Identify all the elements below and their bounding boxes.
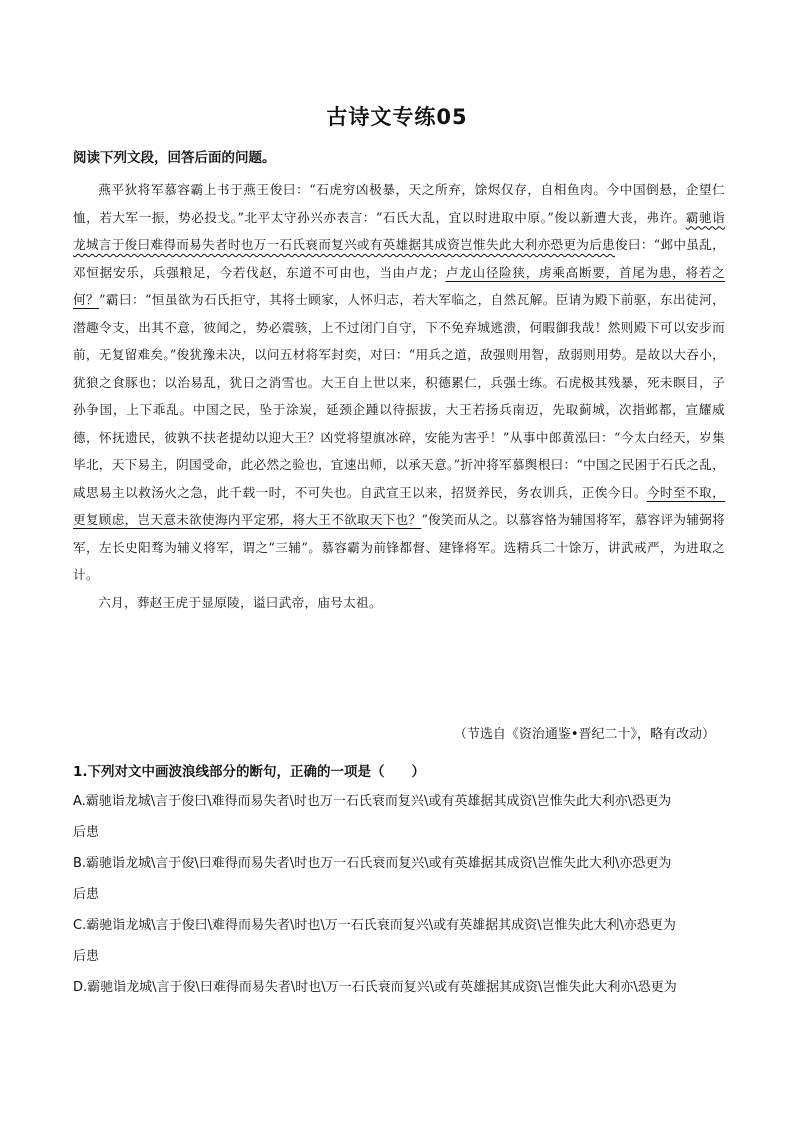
passage-text: 俊曰：“邺中虽乱，邓恒据安乐，兵强粮足，今若伐赵，东道不可由也，当由卢龙； bbox=[73, 237, 725, 280]
underlined-sentence: 卢龙山径险狭，虏乘高断要，首尾为患，将若之何？ bbox=[73, 264, 725, 307]
option-text: B.霸驰诣龙城\言于俊\曰难得而易失者\时也万一石氏衰而复兴\或有英雄据其成资\岂惟失此大利\亦恐更为 bbox=[73, 856, 672, 871]
option-text: D.霸驰诣龙城\言于俊\曰难得而易失者\时也\万一石氏衰而复兴\或有英雄据其成资\岂惟失此大利亦\恐更为 bbox=[73, 980, 677, 995]
option-text-continued: 后患 bbox=[73, 825, 100, 840]
option-b bbox=[73, 854, 725, 905]
option-text: C.霸驰诣龙城\言于俊曰\难得而易失者\时也\万一石氏衰而复兴\或有英雄据其成资\岂惟失此大利\亦恐更为 bbox=[73, 918, 676, 933]
option-a bbox=[73, 792, 725, 843]
passage-text: ”霸曰：“恒虽欲为石氏拒守，其将士顾家，人怀归志，若大军临之，自然瓦解。臣请为殿下前驱，东出徒河，潜趣令支，出其不意，彼闻之，势必震骇，上不过闭门自守，下不免弃城逃溃，何暇御我哉！然则殿下可以安步而前，无复留难矣。”俊犹豫未决，以问五材将军封奕，对曰：“用兵之道，敌强则用智，敌弱则用势。是故以大吞小，犹狼之食豚也；以治易乱，犹日之消雪也。大王自上世以来，积德累仁，兵强士练。石虎极其残暴，死未瞑目，子孙争国，上下乖乱。中国之民，坠于涂炭，延颈企踵以待振拔，大王若扬兵南迈，先取蓟城，次指邺都，宣耀威德，怀抚遗民，彼孰不扶老提幼以迎大王？凶党将望旗冰碎，安能为害乎！”从事中郎黄泓曰：“今太白经天，岁集毕北，天下易主，阴国受命，此必然之验也，宜速出师，以承天意。”折冲将军慕舆根曰：“中国之民困于石氏之乱，咸思易主以救汤火之急，此千载一时，不可失也。自武宣王以来，招贤养民，务农训兵，正俟今日。 bbox=[73, 292, 725, 500]
classical-passage bbox=[73, 176, 725, 616]
underlined-sentence: 今时至不取，更复顾虑，岂天意未欲使海内平定邪，将大王不欲取天下也？ bbox=[73, 484, 725, 527]
passage-paragraph-2: 六月，葬赵王虎于显原陵，谥曰武帝，庙号太祖。 bbox=[98, 594, 382, 610]
passage-text: 燕平狄将军慕容霸上书于燕王俊曰：“石虎穷凶极暴，天之所弃，馀烬仅存，自相鱼肉。今中国倒悬，企望仁恤，若大军一振，势必投戈。”北平太守孙兴亦表言：“石氏大乱，宜以时进取中原。”俊以新遭大丧，弗许。 bbox=[73, 182, 725, 225]
option-text: A.霸驰诣龙城\言于俊曰\难得而易失者\时也万一石氏衰而复兴\或有英雄据其成资\岂惟失此大利亦\恐更为 bbox=[73, 794, 672, 809]
source-citation: （节选自《资治通鉴•晋纪二十》，略有改动） bbox=[453, 727, 715, 742]
option-text-continued: 后患 bbox=[73, 949, 100, 964]
passage-text: ”俊笑而从之。以慕容恪为辅国将军，慕容评为辅弼将军，左长史阳骛为辅义将军，谓之“三辅”。慕容霸为前锋都督、建锋将军。选精兵二十馀万，讲武戒严，为进取之计。 bbox=[73, 512, 725, 582]
passage-paragraph-1 bbox=[73, 176, 725, 589]
page-title: 古诗文专练05 bbox=[326, 105, 468, 129]
question-stem: 1.下列对文中画波浪线部分的断句，正确的一项是（ ） bbox=[73, 764, 426, 780]
option-c bbox=[73, 916, 725, 967]
reading-instruction: 阅读下列文段，回答后面的问题。 bbox=[73, 150, 276, 166]
option-text-continued: 后患 bbox=[73, 887, 100, 902]
question-1 bbox=[73, 760, 725, 1009]
wavy-underlined-text: 霸驰诣龙城言于俊曰难得而易失者时也万一石氏衰而复兴或有英雄据其成资岂惟失此大利亦恐更为后患 bbox=[73, 209, 725, 252]
option-d bbox=[73, 978, 725, 998]
